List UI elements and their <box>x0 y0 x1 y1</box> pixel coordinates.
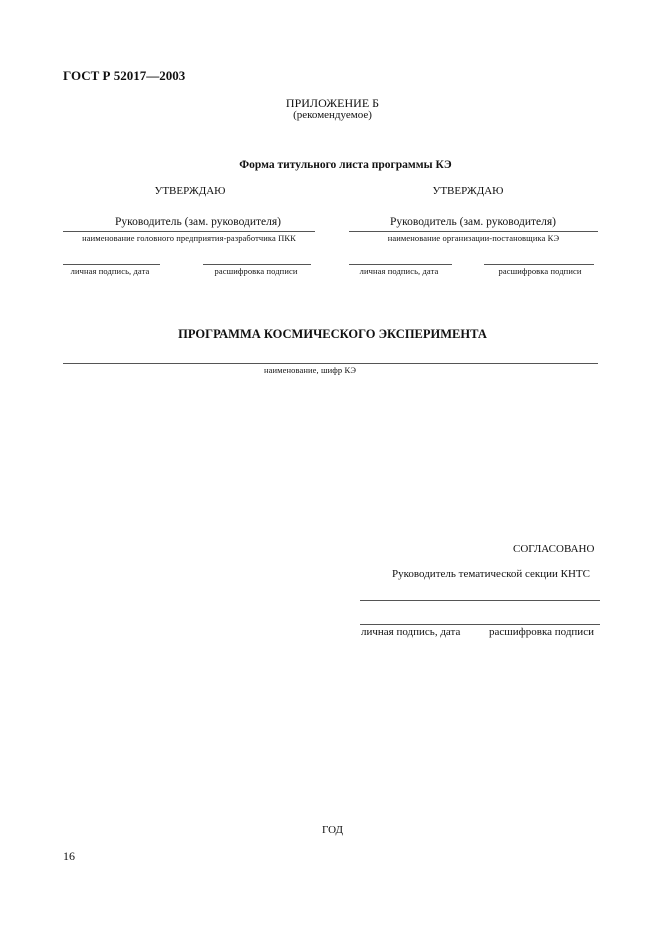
left-approve-label: УТВЕРЖДАЮ <box>154 185 226 197</box>
program-title: ПРОГРАММА КОСМИЧЕСКОГО ЭКСПЕРИМЕНТА <box>178 327 487 341</box>
right-decode-caption: расшифровка подписи <box>498 266 582 276</box>
left-org-line <box>63 231 315 232</box>
right-head-label: Руководитель (зам. руководителя) <box>389 216 557 228</box>
year-label: ГОД <box>322 824 343 836</box>
form-title: Форма титульного листа программы КЭ <box>239 159 452 171</box>
right-approve-label: УТВЕРЖДАЮ <box>432 185 504 197</box>
program-name-line <box>63 363 598 364</box>
left-signature-caption: личная подпись, дата <box>70 266 150 276</box>
right-signature-line <box>349 264 452 265</box>
left-head-label: Руководитель (зам. руководителя) <box>114 216 282 228</box>
left-org-caption: наименование головного предприятия-разработчика ПКК <box>82 233 296 243</box>
document-standard-number: ГОСТ Р 52017—2003 <box>63 68 186 83</box>
agreement-name-line <box>360 600 600 601</box>
right-signature-caption: личная подпись, дата <box>359 266 439 276</box>
agreement-signature-line <box>360 624 600 625</box>
left-decode-caption: расшифровка подписи <box>214 266 298 276</box>
appendix-title: ПРИЛОЖЕНИЕ Б <box>285 96 380 110</box>
agreement-head-label: Руководитель тематической секции КНТС <box>392 568 590 580</box>
left-signature-line <box>63 264 160 265</box>
right-decode-line <box>484 264 594 265</box>
appendix-subtitle: (рекомендуемое) <box>293 109 372 121</box>
agreement-title: СОГЛАСОВАНО <box>513 543 595 555</box>
agreement-decode-caption: расшифровка подписи <box>489 626 594 638</box>
agreement-signature-caption: личная подпись, дата <box>361 626 461 638</box>
page-number: 16 <box>63 849 75 863</box>
right-org-line <box>349 231 598 232</box>
left-decode-line <box>203 264 311 265</box>
right-org-caption: наименование организации-постановщика КЭ <box>387 233 560 243</box>
program-name-caption: наименование, шифр КЭ <box>263 365 357 375</box>
